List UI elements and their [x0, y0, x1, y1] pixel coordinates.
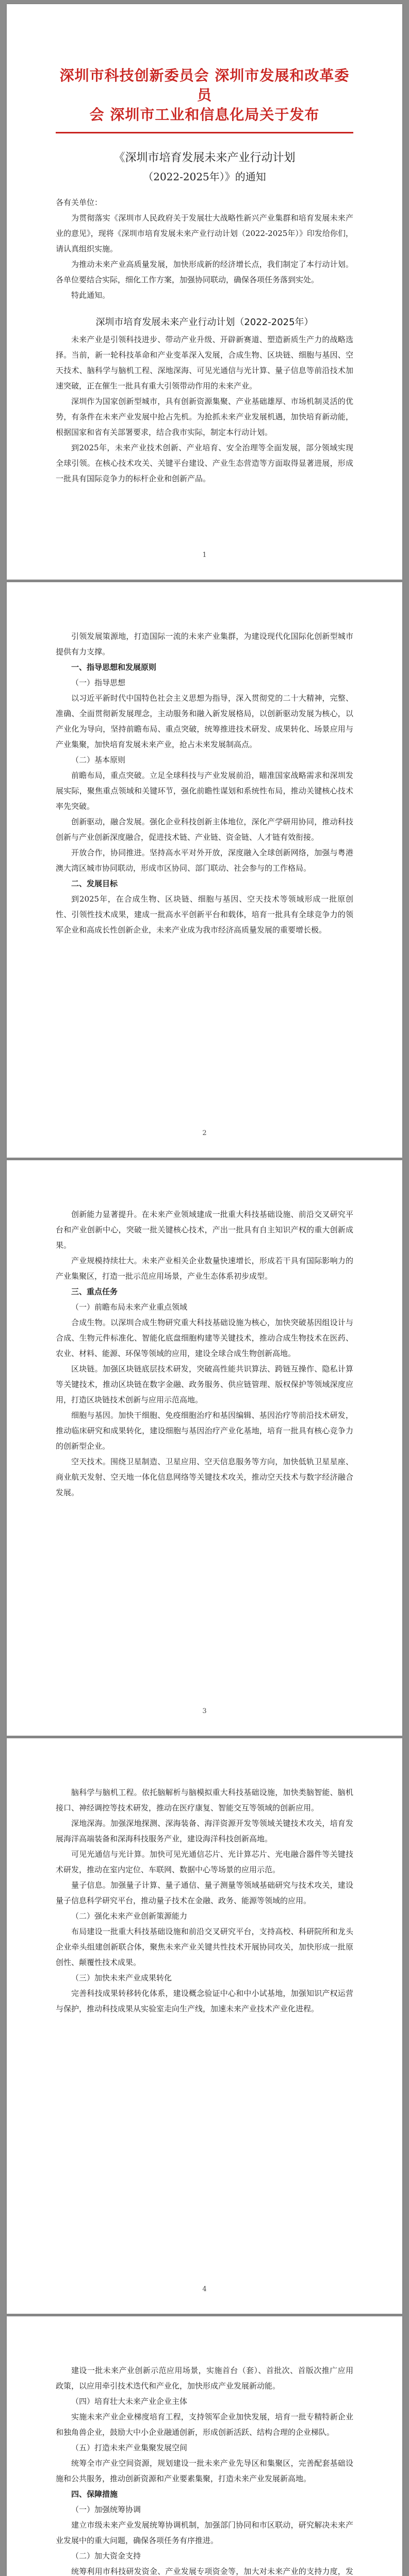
page-5-content: [56, 2363, 353, 2576]
document-subtitle: （2022-2025年）》的通知: [143, 171, 266, 183]
plan-title: 深圳市培育发展未来产业行动计划（2022-2025年）: [95, 317, 314, 328]
section-heading: 四、保障措施: [71, 2489, 118, 2499]
page-number: 2: [202, 1129, 207, 1137]
page-1: [7, 4, 402, 580]
paragraph: 特此通知。: [71, 291, 110, 300]
paragraph: 区块链。加强区块链底层技术研发，突破高性能共识算法、跨链互操作、隐私计算等关键技术，推动区块链在数字金融、政务服务、供应链管理、版权保护等领域深度应用，打造区块链技术创新与应用示范高地。: [56, 1364, 353, 1404]
subsection-heading: （四）培育壮大未来产业企业主体: [71, 2397, 188, 2406]
addressee: 各有关单位：: [56, 198, 103, 207]
paragraph: 创新能力显著提升。在未来产业领域建成一批重大科技基础设施、前沿交叉研究平台和产业创新中心，突破一批关键核心技术，产出一批具有自主知识产权的重大创新成果。: [56, 1210, 353, 1250]
paragraph: 以习近平新时代中国特色社会主义思想为指导，深入贯彻党的二十大精神，完整、准确、全面贯彻新发展理念，主动服务和融入新发展格局，以创新驱动发展为核心，以产业化为导向，坚持前瞻布局、重点突破，统筹推进技术研发、成果转化、场景应用与产业集聚，加快培育发展未来产业，抢占未来发展制高点。: [56, 693, 353, 749]
paragraph: 建设一批未来产业创新示范应用场景，实施首台（套）、首批次、首版次推广应用政策，以应用牵引技术迭代和产业化，加快形成产业发展新动能。: [56, 2366, 353, 2391]
section-heading: 一、指导思想和发展原则: [71, 663, 157, 672]
section-heading: 二、发展目标: [71, 879, 118, 888]
paragraph: 开放合作，协同推进。坚持高水平对外开放，深度融入全球创新网络，加强与粤港澳大湾区城市协同联动，形成市区协同、部门联动、社会参与的工作格局。: [56, 848, 353, 873]
paragraph: 为推动未来产业高质量发展，加快形成新的经济增长点，我们制定了本行动计划。各单位要结合实际，细化工作方案，加强协同联动，确保各项任务落到实处。: [56, 260, 353, 284]
red-divider: [56, 132, 353, 133]
section-heading: 三、重点任务: [71, 1287, 118, 1296]
page-4-content: [56, 1785, 353, 2016]
paragraph: 深圳作为国家创新型城市，具有创新资源集聚、产业基础雄厚、市场机制灵活的优势，有条件在未来产业发展中抢占先机。为抢抓未来产业发展机遇，加快培育新动能，根据国家和省有关部署要求，结合我市实际，制定本行动计划。: [56, 397, 353, 437]
paragraph: 完善科技成果转移转化体系，建设概念验证中心和中小试基地，加强知识产权运营与保护，推动科技成果从实验室走向生产线，加速未来产业技术产业化进程。: [56, 1989, 353, 2013]
issuer-header-line2: 会 深圳市工业和信息化局关于发布: [89, 106, 320, 123]
page-number: 4: [202, 2285, 207, 2293]
paragraph: 到2025年，未来产业技术创新、产业培育、安全治理等全面发展，部分领域实现全球引领。在核心技术攻关、关键平台建设、产业生态营造等方面取得显著进展，形成一批具有国际竞争力的标杆企业和创新产品。: [56, 443, 353, 483]
subsection-heading: （二）强化未来产业创新策源能力: [71, 1911, 188, 1921]
subsection-heading: （一）指导思想: [71, 678, 126, 687]
paragraph: 实施未来产业企业梯度培育工程，支持领军企业加快发展，培育一批专精特新企业和独角兽企业，鼓励大中小企业融通创新，形成创新活跃、结构合理的企业梯队。: [56, 2412, 353, 2437]
paragraph: 创新驱动，融合发展。强化企业科技创新主体地位，深化产学研用协同，推动科技创新与产业创新深度融合，促进技术链、产业链、资金链、人才链有效衔接。: [56, 817, 353, 842]
page-1-content: [56, 50, 353, 486]
page-3: [7, 1160, 402, 1736]
paragraph: 细胞与基因。加快干细胞、免疫细胞治疗和基因编辑、基因治疗等前沿技术研发，推动临床研究和成果转化，建设细胞与基因治疗产业化基地，培育一批具有核心竞争力的创新型企业。: [56, 1411, 353, 1451]
subsection-heading: （二）基本原则: [71, 755, 126, 765]
paragraph: 统筹利用市科技研发资金、产业发展专项资金等，加大对未来产业的支持力度，发: [71, 2567, 353, 2576]
page-2-content: [56, 629, 353, 938]
paragraph: 未来产业是引领科技进步、带动产业升级、开辟新赛道、塑造新质生产力的战略选择。当前，新一轮科技革命和产业变革深入发展，合成生物、区块链、细胞与基因、空天技术、脑科学与脑机工程、深地深海、可见光通信与光计算、量子信息等前沿技术加速突破，正在催生一批具有重大引领带动作用的未来产业。: [56, 335, 353, 391]
issuer-header-line1: 深圳市科技创新委员会 深圳市发展和改革委员: [59, 67, 350, 104]
paragraph: 空天技术。围绕卫星制造、卫星应用、空天信息服务等方向，加快低轨卫星星座、商业航天发射、空天地一体化信息网络等关键技术攻关，推动空天技术与数字经济融合发展。: [56, 1457, 353, 1497]
paragraph: 到2025年，在合成生物、区块链、细胞与基因、空天技术等领域形成一批原创性、引领性技术成果，建成一批高水平创新平台和载体，培育一批具有全球竞争力的领军企业和高成长性创新企业，未来产业成为我市经济高质量发展的重要增长极。: [56, 894, 353, 935]
page-2: [7, 582, 402, 1158]
subsection-heading: （一）前瞻布局未来产业重点领域: [71, 1302, 188, 1312]
paragraph: 合成生物。以深圳合成生物研究重大科技基础设施为核心，加快突破基因组设计与合成、生物元件标准化、智能化底盘细胞构建等关键技术，推动合成生物技术在医药、农业、材料、能源、环保等领域的应用，建设全球合成生物创新高地。: [56, 1318, 353, 1358]
paragraph: 布局建设一批重大科技基础设施和前沿交叉研究平台，支持高校、科研院所和龙头企业牵头组建创新联合体，聚焦未来产业关键共性技术开展协同攻关，加快形成一批原创性、颠覆性技术成果。: [56, 1927, 353, 1967]
paragraph: 引领发展策源地，打造国际一流的未来产业集群，为建设现代化国际化创新型城市提供有力支撑。: [56, 632, 353, 656]
paragraph: 建立市级未来产业发展统筹协调机制，加强部门协同和市区联动，研究解决未来产业发展中的重大问题，确保各项任务有序推进。: [56, 2520, 353, 2545]
paragraph: 深地深海。加强深地探测、深海装备、海洋资源开发等领域关键技术攻关，培育发展海洋高端装备和深海科技服务产业，建设海洋科技创新高地。: [56, 1819, 353, 1843]
paragraph: 前瞻布局，重点突破。立足全球科技与产业发展前沿，瞄准国家战略需求和深圳发展实际，聚焦重点领域和关键环节，强化前瞻性谋划和系统性布局，推动关键核心技术率先突破。: [56, 771, 353, 811]
subsection-heading: （三）加快未来产业成果转化: [71, 1973, 172, 1982]
paragraph: 脑科学与脑机工程。依托脑解析与脑模拟重大科技基础设施，加快类脑智能、脑机接口、神经调控等技术研发，推动在医疗康复、智能交互等领域的创新应用。: [56, 1788, 353, 1812]
document-title: 《深圳市培育发展未来产业行动计划: [113, 151, 296, 164]
subsection-heading: （二）加大资金支持: [71, 2551, 141, 2561]
subsection-heading: （一）加强统筹协调: [71, 2505, 141, 2514]
paragraph: 为贯彻落实《深圳市人民政府关于发展壮大战略性新兴产业集群和培育发展未来产业的意见》，现将《深圳市培育发展未来产业行动计划（2022-2025年）》印发给你们，请认真组织实施。: [56, 213, 353, 253]
page-5: [7, 2316, 402, 2576]
page-4: [7, 1738, 402, 2314]
paragraph: 可见光通信与光计算。加快可见光通信芯片、光计算芯片、光电融合器件等关键技术研发，推动在室内定位、车联网、数据中心等场景的应用示范。: [56, 1850, 353, 1874]
paragraph: 量子信息。加强量子计算、量子通信、量子测量等领域基础研究与技术攻关，建设量子信息科学研究平台，推动量子技术在金融、政务、能源等领域的应用。: [56, 1880, 353, 1905]
paragraph: 产业规模持续壮大。未来产业相关企业数量快速增长，形成若干具有国际影响力的产业集聚区，打造一批示范应用场景，产业生态体系初步成型。: [56, 1256, 353, 1281]
subsection-heading: （五）打造未来产业集聚发展空间: [71, 2443, 188, 2452]
paragraph: 统筹全市产业空间资源，规划建设一批未来产业先导区和集聚区，完善配套基础设施和公共服务，推动创新资源和产业要素集聚，打造未来产业发展新高地。: [56, 2459, 353, 2483]
page-3-content: [56, 1207, 353, 1500]
page-number: 3: [202, 1707, 207, 1715]
page-number: 1: [202, 551, 207, 559]
